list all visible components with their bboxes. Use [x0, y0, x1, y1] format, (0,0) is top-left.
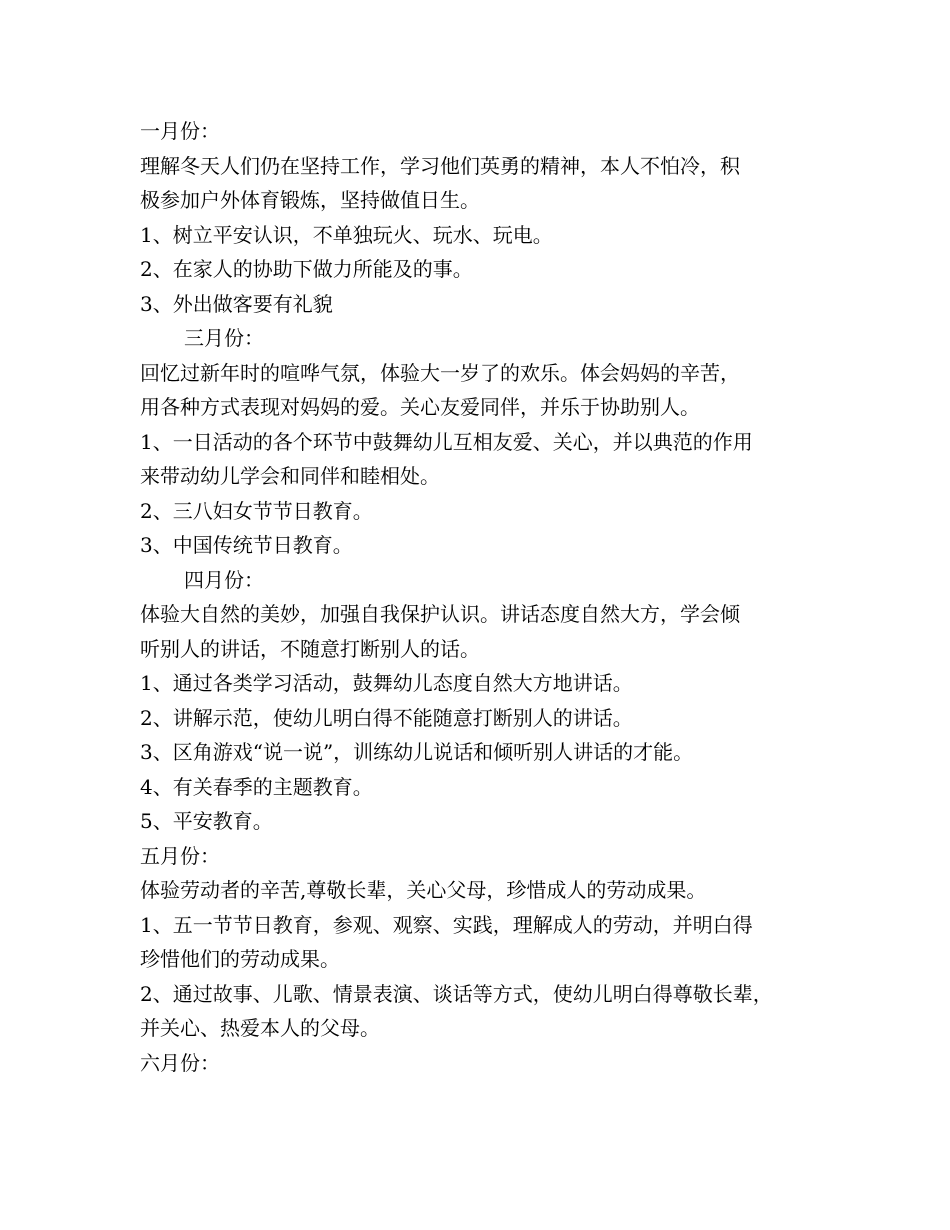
text-line: 5、平安教育。	[140, 809, 273, 833]
text-line: 1、通过各类学习活动，鼓舞幼儿态度自然大方地讲话。	[140, 671, 633, 695]
text-line: 1、五一节节日教育，参观、观察、实践，理解成人的劳动，并明白得	[140, 912, 753, 937]
text-line: 2、三八妇女节节日教育。	[140, 498, 373, 523]
text-line: 来带动幼儿学会和同伴和睦相处。	[140, 464, 440, 488]
text-line: 体验大自然的美妙，加强自我保护认识。讲话态度自然大方，学会倾	[140, 602, 740, 626]
text-line: 2、在家人的协助下做力所能及的事。	[140, 257, 473, 281]
document-body	[140, 114, 830, 1080]
text-line: 3、中国传统节日教育。	[140, 533, 353, 557]
text-line: 回忆过新年时的喧哗气氛，体验大一岁了的欢乐。体会妈妈的辛苦，	[140, 360, 740, 385]
text-line: 极参加户外体育锻炼，坚持做值日生。	[140, 188, 480, 212]
text-line: 珍惜他们的劳动成果。	[140, 947, 340, 971]
text-line: 听别人的讲话，不随意打断别人的话。	[140, 636, 480, 661]
text-line: 1、一日活动的各个环节中鼓舞幼儿互相友爱、关心，并以典范的作用	[140, 429, 753, 454]
text-line: 4、有关春季的主题教育。	[140, 774, 373, 799]
text-line: 四月份：	[184, 567, 264, 592]
text-line: 3、区角游戏“说一说”，训练幼儿说话和倾听别人讲话的才能。	[140, 740, 694, 764]
text-line: 体验劳动者的辛苦,尊敬长辈，关心父母，珍惜成人的劳动成果。	[140, 878, 707, 902]
text-line: 用各种方式表现对妈妈的爱。关心友爱同伴，并乐于协助别人。	[140, 395, 700, 419]
text-line: 并关心、热爱本人的父母。	[140, 1016, 380, 1040]
text-line: 理解冬天人们仍在坚持工作，学习他们英勇的精神，本人不怕冷，积	[140, 153, 740, 178]
text-line: 三月份：	[184, 326, 264, 350]
text-line: 3、外出做客要有礼貌	[140, 291, 333, 316]
text-line: 1、树立平安认识，不单独玩火、玩水、玩电。	[140, 222, 553, 247]
text-line: 一月份：	[140, 119, 220, 143]
text-line: 2、通过故事、儿歌、情景表演、谈话等方式，使幼儿明白得尊敬长辈，	[140, 981, 773, 1006]
text-line: 2、讲解示范，使幼儿明白得不能随意打断别人的讲话。	[140, 705, 633, 730]
text-line: 五月份：	[140, 843, 220, 868]
text-line: 六月份：	[140, 1050, 220, 1075]
